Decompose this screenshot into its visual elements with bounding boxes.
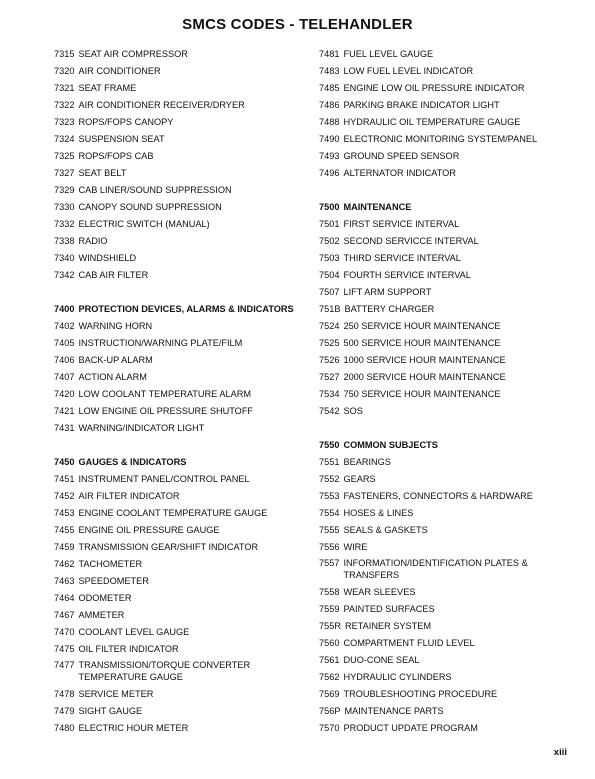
code-entry <box>54 556 304 573</box>
entry-code: 7407 <box>54 372 75 382</box>
entry-code: 7493 <box>319 151 340 161</box>
entry-description: WEAR SLEEVES <box>343 587 416 597</box>
code-entry <box>319 267 569 284</box>
code-entry <box>319 80 569 97</box>
entry-code: 7559 <box>319 604 340 614</box>
entry-description: ALTERNATOR INDICATOR <box>343 168 456 178</box>
code-entry <box>319 335 569 352</box>
entry-description: THIRD SERVICE INTERVAL <box>343 253 461 263</box>
entry-code: 7455 <box>54 525 75 535</box>
code-entry <box>54 318 304 335</box>
entry-description: BEARINGS <box>343 457 391 467</box>
entry-description: 2000 SERVICE HOUR MAINTENANCE <box>343 372 506 382</box>
entry-code: 7420 <box>54 389 75 399</box>
entry-code: 7451 <box>54 474 75 484</box>
entry-description: ENGINE OIL PRESSURE GAUGE <box>78 525 220 535</box>
entry-description: GEARS <box>343 474 376 484</box>
code-entry <box>54 216 304 233</box>
code-entry <box>319 703 569 720</box>
section-gap <box>319 182 569 199</box>
entry-description: PAINTED SURFACES <box>343 604 435 614</box>
entry-description: CAB LINER/SOUND SUPPRESSION <box>78 185 232 195</box>
entry-description: FOURTH SERVICE INTERVAL <box>343 270 471 280</box>
code-entry <box>54 250 304 267</box>
code-entry <box>54 522 304 539</box>
code-entry <box>54 488 304 505</box>
entry-description: COOLANT LEVEL GAUGE <box>78 627 190 637</box>
entry-description: COMPARTMENT FLUID LEVEL <box>343 638 475 648</box>
code-entry <box>319 584 569 601</box>
entry-code: 7524 <box>319 321 340 331</box>
entry-code: 7534 <box>319 389 340 399</box>
code-entry <box>319 488 569 505</box>
entry-code: 7315 <box>54 49 75 59</box>
code-entry <box>319 97 569 114</box>
section-gap <box>319 420 569 437</box>
entry-description: ELECTRIC HOUR METER <box>78 723 189 733</box>
entry-code: 7325 <box>54 151 75 161</box>
entry-code: 7551 <box>319 457 340 467</box>
code-entry <box>319 618 569 635</box>
entry-code: 7542 <box>319 406 340 416</box>
entry-description: ACTION ALARM <box>78 372 147 382</box>
code-entry <box>319 369 569 386</box>
entry-code: 7562 <box>319 672 340 682</box>
entry-description: BACK-UP ALARM <box>78 355 153 365</box>
entry-code: 7459 <box>54 542 75 552</box>
entry-code: 7332 <box>54 219 75 229</box>
entry-code: 7500 <box>319 202 340 212</box>
entry-description: OIL FILTER INDICATOR <box>78 644 179 654</box>
section-heading <box>54 454 304 471</box>
entry-description: CAB AIR FILTER <box>78 270 149 280</box>
entry-code: 7400 <box>54 304 75 314</box>
entry-code: 7452 <box>54 491 75 501</box>
entry-description: SUSPENSION SEAT <box>78 134 165 144</box>
entry-description: COMMON SUBJECTS <box>343 440 438 450</box>
entry-description: ELECTRONIC MONITORING SYSTEM/PANEL <box>343 134 538 144</box>
entry-description: WINDSHIELD <box>78 253 137 263</box>
entry-description: AMMETER <box>78 610 125 620</box>
entry-code: 7527 <box>319 372 340 382</box>
code-entry <box>319 114 569 131</box>
entry-code: 7330 <box>54 202 75 212</box>
entry-code: 7405 <box>54 338 75 348</box>
entry-code: 7569 <box>319 689 340 699</box>
entry-description: WARNING/INDICATOR LIGHT <box>78 423 205 433</box>
entry-description: PARKING BRAKE INDICATOR LIGHT <box>343 100 500 110</box>
entry-description: HYDRAULIC CYLINDERS <box>343 672 452 682</box>
code-entry <box>319 318 569 335</box>
section-heading <box>319 199 569 216</box>
entry-description: 750 SERVICE HOUR MAINTENANCE <box>343 389 501 399</box>
entry-code: 7479 <box>54 706 75 716</box>
entry-description: SEAT AIR COMPRESSOR <box>78 49 188 59</box>
code-entry <box>54 199 304 216</box>
section-gap <box>54 437 304 454</box>
entry-code: 7327 <box>54 168 75 178</box>
code-entry <box>54 369 304 386</box>
entry-description: INFORMATION/IDENTIFICATION PLATES & TRANSFERS <box>343 558 528 580</box>
entry-code: 7526 <box>319 355 340 365</box>
entry-code: 7560 <box>319 638 340 648</box>
entry-code: 7342 <box>54 270 75 280</box>
entry-code: 7525 <box>319 338 340 348</box>
entry-code: 7503 <box>319 253 340 263</box>
entry-description: SEAT BELT <box>78 168 127 178</box>
entry-code: 7462 <box>54 559 75 569</box>
entry-code: 756P <box>319 706 341 716</box>
code-entry <box>54 403 304 420</box>
entry-description: TRANSMISSION/TORQUE CONVERTER TEMPERATURE GAUGE <box>78 660 251 682</box>
entry-description: CANOPY SOUND SUPPRESSION <box>78 202 222 212</box>
entry-code: 7480 <box>54 723 75 733</box>
entry-description: 1000 SERVICE HOUR MAINTENANCE <box>343 355 506 365</box>
code-entry <box>54 471 304 488</box>
entry-code: 7552 <box>319 474 340 484</box>
code-entry <box>319 539 569 556</box>
code-entry <box>54 624 304 641</box>
entry-description: FIRST SERVICE INTERVAL <box>343 219 460 229</box>
code-entry <box>54 114 304 131</box>
entry-description: SIGHT GAUGE <box>78 706 143 716</box>
code-entry <box>319 686 569 703</box>
code-entry <box>319 233 569 250</box>
code-entry <box>54 703 304 720</box>
entry-code: 7554 <box>319 508 340 518</box>
code-entry <box>54 46 304 63</box>
section-heading <box>319 437 569 454</box>
page-number: xiii <box>553 747 567 758</box>
entry-description: SPEEDOMETER <box>78 576 149 586</box>
code-entry <box>319 403 569 420</box>
code-entry <box>319 131 569 148</box>
entry-code: 7561 <box>319 655 340 665</box>
code-entry <box>54 267 304 284</box>
entry-description: INSTRUMENT PANEL/CONTROL PANEL <box>78 474 250 484</box>
entry-code: 7450 <box>54 457 75 467</box>
entry-description: SERVICE METER <box>78 689 154 699</box>
entry-description: TROUBLESHOOTING PROCEDURE <box>343 689 498 699</box>
entry-code: 7483 <box>319 66 340 76</box>
entry-description: LOW FUEL LEVEL INDICATOR <box>343 66 474 76</box>
code-entry <box>319 165 569 182</box>
entry-description: AIR FILTER INDICATOR <box>78 491 180 501</box>
code-entry <box>319 454 569 471</box>
code-entry <box>54 641 304 658</box>
entry-code: 7464 <box>54 593 75 603</box>
entry-description: MAINTENANCE PARTS <box>344 706 444 716</box>
entry-description: WIRE <box>343 542 368 552</box>
code-entry <box>319 216 569 233</box>
left-code-column <box>54 46 304 737</box>
entry-description: RADIO <box>78 236 108 246</box>
entry-description: SEAT FRAME <box>78 83 137 93</box>
entry-code: 7324 <box>54 134 75 144</box>
entry-description: ODOMETER <box>78 593 132 603</box>
entry-code: 7323 <box>54 117 75 127</box>
code-entry <box>54 352 304 369</box>
entry-description: PRODUCT UPDATE PROGRAM <box>343 723 478 733</box>
entry-description: 500 SERVICE HOUR MAINTENANCE <box>343 338 501 348</box>
entry-description: GAUGES & INDICATORS <box>78 457 187 467</box>
entry-code: 7555 <box>319 525 340 535</box>
code-entry <box>54 420 304 437</box>
entry-description: HYDRAULIC OIL TEMPERATURE GAUGE <box>343 117 521 127</box>
entry-description: FASTENERS, CONNECTORS & HARDWARE <box>343 491 533 501</box>
entry-code: 7486 <box>319 100 340 110</box>
code-entry <box>54 131 304 148</box>
code-entry <box>319 386 569 403</box>
code-entry <box>54 63 304 80</box>
entry-code: 7485 <box>319 83 340 93</box>
entry-code: 7558 <box>319 587 340 597</box>
code-entry <box>319 601 569 618</box>
code-entry <box>54 686 304 703</box>
entry-description: FUEL LEVEL GAUGE <box>343 49 434 59</box>
code-entry <box>319 284 569 301</box>
entry-description: 250 SERVICE HOUR MAINTENANCE <box>343 321 501 331</box>
entry-code: 7406 <box>54 355 75 365</box>
entry-code: 7481 <box>319 49 340 59</box>
entry-description: SEALS & GASKETS <box>343 525 428 535</box>
code-entry <box>319 669 569 686</box>
code-entry <box>319 522 569 539</box>
code-entry <box>54 720 304 737</box>
entry-description: HOSES & LINES <box>343 508 414 518</box>
entry-description: RETAINER SYSTEM <box>344 621 432 631</box>
entry-description: SECOND SERVICCE INTERVAL <box>343 236 479 246</box>
entry-code: 7340 <box>54 253 75 263</box>
code-entry <box>319 352 569 369</box>
entry-description: ROPS/FOPS CANOPY <box>78 117 174 127</box>
entry-code: 7477 <box>54 660 75 670</box>
entry-code: 755R <box>319 621 341 631</box>
code-entry <box>54 607 304 624</box>
code-entry <box>319 556 569 584</box>
entry-code: 7475 <box>54 644 75 654</box>
entry-code: 7431 <box>54 423 75 433</box>
code-entry <box>54 539 304 556</box>
entry-code: 7320 <box>54 66 75 76</box>
entry-description: ROPS/FOPS CAB <box>78 151 154 161</box>
entry-description: TRANSMISSION GEAR/SHIFT INDICATOR <box>78 542 259 552</box>
entry-code: 7490 <box>319 134 340 144</box>
entry-code: 7502 <box>319 236 340 246</box>
entry-description: LOW ENGINE OIL PRESSURE SHUTOFF <box>78 406 254 416</box>
entry-code: 7470 <box>54 627 75 637</box>
code-entry <box>54 233 304 250</box>
entry-description: MAINTENANCE <box>343 202 412 212</box>
right-code-column <box>319 46 569 737</box>
section-gap <box>54 284 304 301</box>
entry-code: 7321 <box>54 83 75 93</box>
code-entry <box>54 97 304 114</box>
entry-description: ENGINE LOW OIL PRESSURE INDICATOR <box>343 83 525 93</box>
code-entry <box>54 505 304 522</box>
code-entry <box>319 148 569 165</box>
entry-code: 7467 <box>54 610 75 620</box>
code-entry <box>319 250 569 267</box>
code-entry <box>54 148 304 165</box>
code-entry <box>54 165 304 182</box>
entry-description: AIR CONDITIONER <box>78 66 161 76</box>
entry-code: 751B <box>319 304 341 314</box>
code-entry <box>54 573 304 590</box>
code-entry <box>54 386 304 403</box>
entry-code: 7322 <box>54 100 75 110</box>
code-entry <box>319 635 569 652</box>
entry-code: 7478 <box>54 689 75 699</box>
entry-code: 7550 <box>319 440 340 450</box>
entry-code: 7338 <box>54 236 75 246</box>
code-entry <box>319 505 569 522</box>
code-entry <box>319 301 569 318</box>
entry-description: WARNING HORN <box>78 321 153 331</box>
entry-code: 7496 <box>319 168 340 178</box>
entry-description: TACHOMETER <box>78 559 143 569</box>
page-title: SMCS CODES - TELEHANDLER <box>182 16 413 33</box>
entry-description: SOS <box>343 406 363 416</box>
entry-code: 7329 <box>54 185 75 195</box>
code-entry <box>319 471 569 488</box>
entry-code: 7504 <box>319 270 340 280</box>
entry-description: DUO-CONE SEAL <box>343 655 420 665</box>
entry-description: ELECTRIC SWITCH (MANUAL) <box>78 219 210 229</box>
entry-code: 7507 <box>319 287 340 297</box>
entry-description: GROUND SPEED SENSOR <box>343 151 460 161</box>
entry-code: 7488 <box>319 117 340 127</box>
code-entry <box>54 80 304 97</box>
entry-description: BATTERY CHARGER <box>344 304 435 314</box>
code-entry <box>319 46 569 63</box>
code-entry <box>54 335 304 352</box>
entry-description: ENGINE COOLANT TEMPERATURE GAUGE <box>78 508 268 518</box>
entry-code: 7570 <box>319 723 340 733</box>
code-entry <box>54 590 304 607</box>
section-heading <box>54 301 304 318</box>
code-entry <box>319 652 569 669</box>
entry-code: 7402 <box>54 321 75 331</box>
entry-code: 7501 <box>319 219 340 229</box>
entry-code: 7453 <box>54 508 75 518</box>
entry-description: AIR CONDITIONER RECEIVER/DRYER <box>78 100 245 110</box>
entry-description: LIFT ARM SUPPORT <box>343 287 432 297</box>
entry-code: 7556 <box>319 542 340 552</box>
entry-description: LOW COOLANT TEMPERATURE ALARM <box>78 389 252 399</box>
entry-code: 7557 <box>319 558 340 568</box>
entry-description: INSTRUCTION/WARNING PLATE/FILM <box>78 338 243 348</box>
code-entry <box>54 658 304 686</box>
code-entry <box>319 720 569 737</box>
code-entry <box>319 63 569 80</box>
entry-description: PROTECTION DEVICES, ALARMS & INDICATORS <box>78 304 294 314</box>
entry-code: 7421 <box>54 406 75 416</box>
entry-code: 7553 <box>319 491 340 501</box>
entry-code: 7463 <box>54 576 75 586</box>
code-entry <box>54 182 304 199</box>
